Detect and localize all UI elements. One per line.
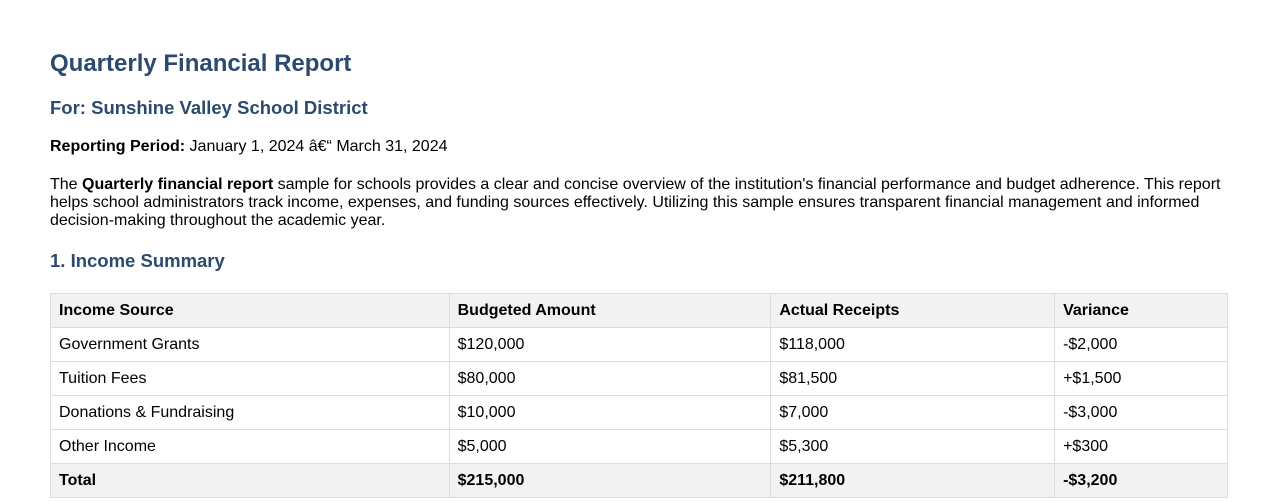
cell-variance: -$2,000 [1055, 328, 1228, 362]
total-actual-receipts: $211,800 [771, 464, 1055, 498]
reporting-period-value: January 1, 2024 â€“ March 31, 2024 [185, 138, 448, 155]
intro-rest: sample for schools provides a clear and concise overview of the institution's financial performance and budget adherence. This report helps school administrators track income, expenses, and funding sources effectively. Utilizing this sample ensures transparent financial management and informed decision-making throughout the academic year. [50, 176, 1221, 229]
cell-budgeted-amount: $5,000 [449, 430, 771, 464]
cell-income-source: Government Grants [51, 328, 450, 362]
table-row [51, 328, 1228, 362]
table-row [51, 362, 1228, 396]
intro-bold: Quarterly financial report [82, 176, 274, 193]
cell-income-source: Tuition Fees [51, 362, 450, 396]
cell-variance: -$3,000 [1055, 396, 1228, 430]
cell-income-source: Other Income [51, 430, 450, 464]
total-budgeted-amount: $215,000 [449, 464, 771, 498]
cell-actual-receipts: $81,500 [771, 362, 1055, 396]
intro-paragraph [50, 176, 1228, 230]
table-row [51, 396, 1228, 430]
cell-budgeted-amount: $120,000 [449, 328, 771, 362]
total-label: Total [51, 464, 450, 498]
cell-income-source: Donations & Fundraising [51, 396, 450, 430]
income-summary-heading: 1. Income Summary [50, 250, 225, 271]
total-variance: -$3,200 [1055, 464, 1228, 498]
column-header-income-source: Income Source [51, 294, 450, 328]
reporting-period-label: Reporting Period: [50, 138, 186, 155]
column-header-budgeted-amount: Budgeted Amount [449, 294, 771, 328]
table-header-row [51, 294, 1228, 328]
cell-variance: +$1,500 [1055, 362, 1228, 396]
report-title: Quarterly Financial Report [50, 50, 352, 77]
cell-budgeted-amount: $10,000 [449, 396, 771, 430]
cell-actual-receipts: $118,000 [771, 328, 1055, 362]
report-subtitle: For: Sunshine Valley School District [50, 97, 368, 118]
income-summary-table [50, 293, 1228, 498]
table-total-row [51, 464, 1228, 498]
column-header-actual-receipts: Actual Receipts [771, 294, 1055, 328]
table-row [51, 430, 1228, 464]
reporting-period [50, 138, 448, 156]
column-header-variance: Variance [1055, 294, 1228, 328]
cell-variance: +$300 [1055, 430, 1228, 464]
intro-prefix: The [50, 176, 83, 193]
cell-budgeted-amount: $80,000 [449, 362, 771, 396]
cell-actual-receipts: $5,300 [771, 430, 1055, 464]
cell-actual-receipts: $7,000 [771, 396, 1055, 430]
